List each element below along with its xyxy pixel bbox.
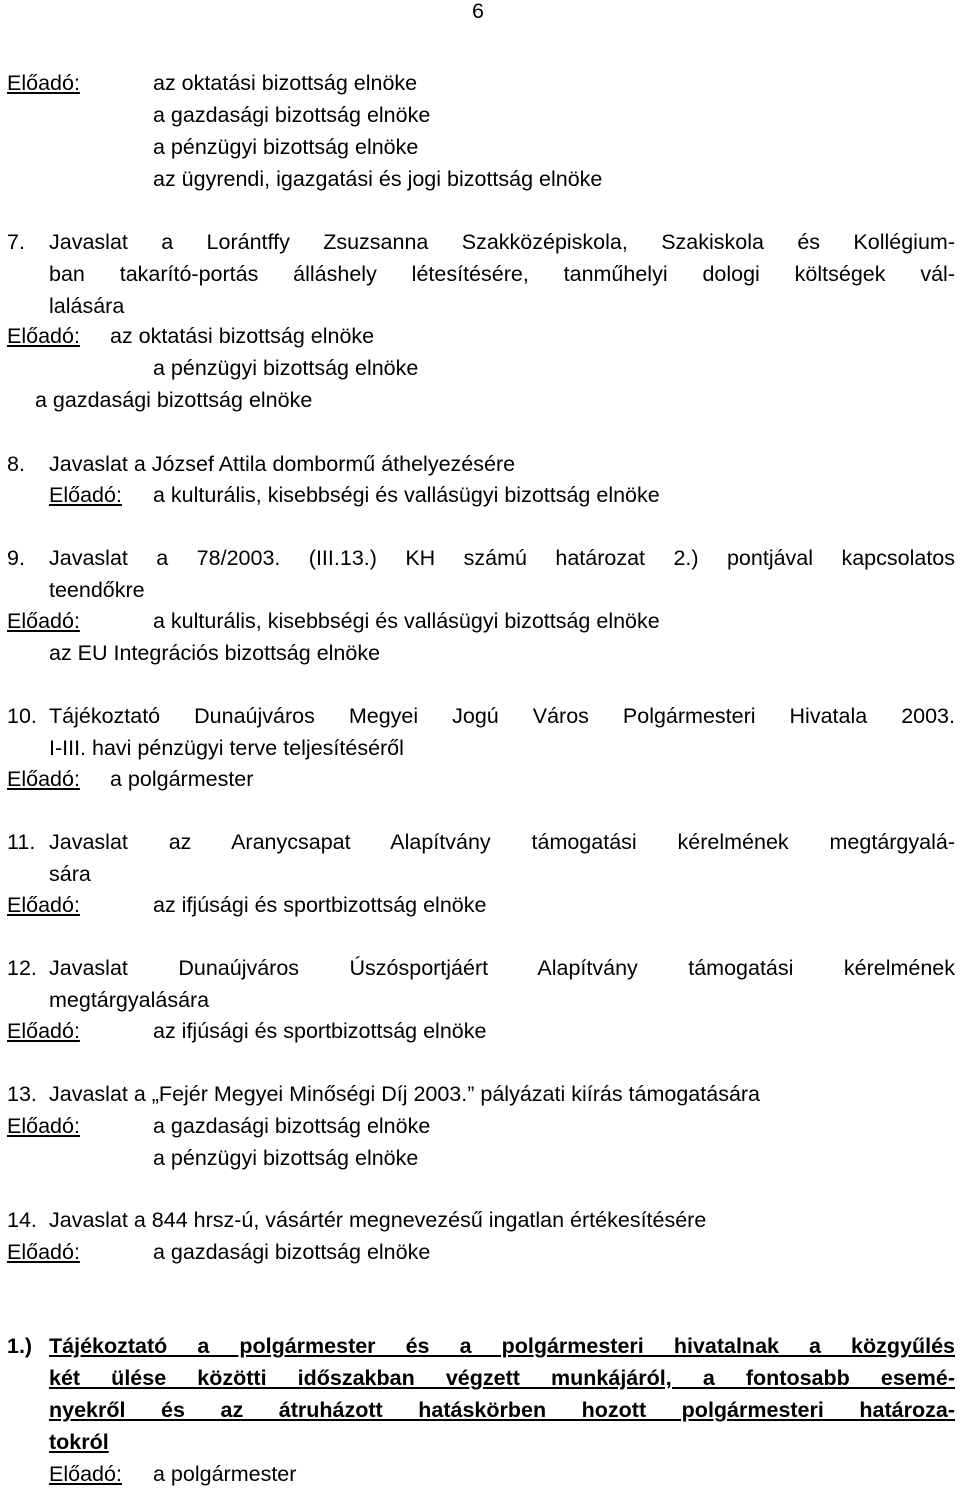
- item-number: 7.: [7, 230, 25, 254]
- item-title: Javaslat a József Attila dombormű áthelyezésére: [49, 452, 516, 476]
- item-number: 13.: [7, 1082, 37, 1106]
- presenter-label: Előadó:: [49, 483, 122, 507]
- item-title: Javaslat a 844 hrsz-ú, vásártér megnevezésű ingatlan értékesítésére: [49, 1208, 707, 1232]
- item-number: 11.: [7, 830, 36, 854]
- presenter-label: Előadó:: [7, 609, 80, 633]
- section-title-line: tokról: [49, 1430, 109, 1454]
- item-title-line: Javaslat az Aranycsapat Alapítvány támogatási kérelmének megtárgyalá-: [49, 830, 955, 854]
- presenter-label: Előadó:: [7, 1114, 80, 1138]
- presenter-name: a gazdasági bizottság elnöke: [153, 1240, 431, 1264]
- presenter-name: a pénzügyi bizottság elnöke: [153, 135, 419, 159]
- presenter-label: Előadó:: [7, 1019, 80, 1043]
- presenter-name: a polgármester: [110, 767, 254, 791]
- item-title-line: sára: [49, 862, 91, 886]
- page-number: 6: [472, 0, 484, 23]
- presenter-name: a kulturális, kisebbségi és vallásügyi bizottság elnöke: [153, 609, 660, 633]
- presenter-name: az EU Integrációs bizottság elnöke: [49, 641, 381, 665]
- item-number: 9.: [7, 546, 25, 570]
- item-title: Javaslat a „Fejér Megyei Minőségi Díj 2003.” pályázati kiírás támogatására: [49, 1082, 761, 1106]
- presenter-name: a gazdasági bizottság elnöke: [153, 103, 431, 127]
- presenter-name: az ügyrendi, igazgatási és jogi bizottság elnöke: [153, 167, 603, 191]
- presenter-name: az oktatási bizottság elnöke: [153, 71, 418, 95]
- item-number: 8.: [7, 452, 25, 476]
- section-title-line: Tájékoztató a polgármester és a polgármesteri hivatalnak a közgyűlés: [49, 1334, 955, 1358]
- item-title-line: megtárgyalására: [49, 988, 210, 1012]
- section-number: 1.): [7, 1334, 33, 1358]
- presenter-name: a gazdasági bizottság elnöke: [153, 1114, 431, 1138]
- presenter-label: Előadó:: [7, 893, 80, 917]
- item-number: 10.: [7, 704, 37, 728]
- item-title-line: Javaslat Dunaújváros Úszósportjáért Alapítvány támogatási kérelmének: [49, 956, 955, 980]
- presenter-name: a gazdasági bizottság elnöke: [35, 388, 313, 412]
- item-title-line: Javaslat a 78/2003. (III.13.) KH számú határozat 2.) pontjával kapcsolatos: [49, 546, 955, 570]
- presenter-label: Előadó:: [7, 324, 80, 348]
- item-number: 14.: [7, 1208, 37, 1232]
- section-title-line: két ülése közötti időszakban végzett munkájáról, a fontosabb esemé-: [49, 1366, 955, 1390]
- item-number: 12.: [7, 956, 37, 980]
- item-title-line: ban takarító-portás álláshely létesítésére, tanműhelyi dologi költségek vál-: [49, 262, 955, 286]
- presenter-name: a pénzügyi bizottság elnöke: [153, 1146, 419, 1170]
- presenter-label: Előadó:: [7, 1240, 80, 1264]
- item-title-line: lalására: [49, 294, 125, 318]
- presenter-name: az oktatási bizottság elnöke: [110, 324, 375, 348]
- presenter-label: Előadó:: [7, 767, 80, 791]
- presenter-name: az ifjúsági és sportbizottság elnöke: [153, 893, 487, 917]
- presenter-name: a pénzügyi bizottság elnöke: [153, 356, 419, 380]
- presenter-name: a polgármester: [153, 1462, 297, 1486]
- item-title-line: Javaslat a Lorántffy Zsuzsanna Szakközépiskola, Szakiskola és Kollégium-: [49, 230, 955, 254]
- presenter-name: a kulturális, kisebbségi és vallásügyi bizottság elnöke: [153, 483, 660, 507]
- item-title-line: I-III. havi pénzügyi terve teljesítéséről: [49, 736, 404, 760]
- item-title-line: teendőkre: [49, 578, 145, 602]
- section-title-line: nyekről és az átruházott hatáskörben hozott polgármesteri határoza-: [49, 1398, 955, 1422]
- item-title-line: Tájékoztató Dunaújváros Megyei Jogú Város Polgármesteri Hivatala 2003.: [49, 704, 955, 728]
- presenter-name: az ifjúsági és sportbizottság elnöke: [153, 1019, 487, 1043]
- presenter-label: Előadó:: [49, 1462, 122, 1486]
- presenter-label: Előadó:: [7, 71, 80, 95]
